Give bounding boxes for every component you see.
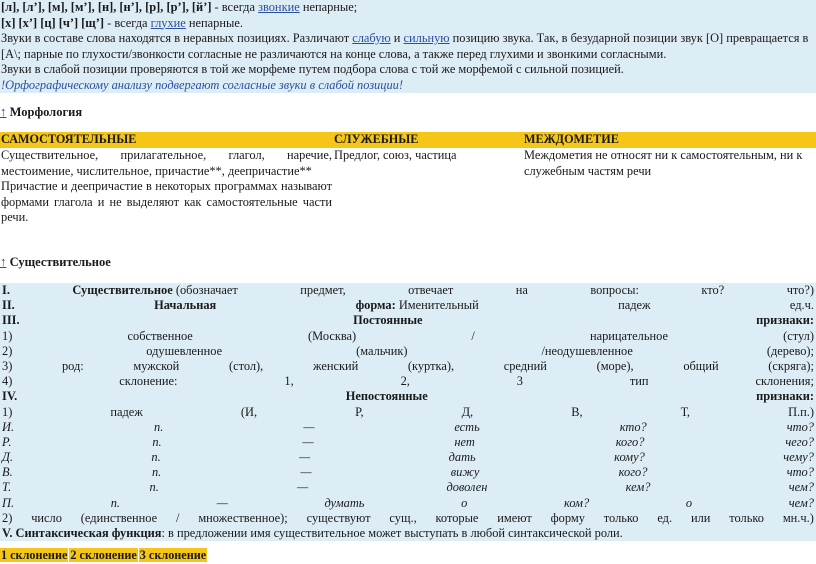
text: на	[515, 283, 528, 297]
text: и	[390, 31, 404, 45]
voiceless-sounds: [х] [х’] [ц] [ч’] [щ’]	[1, 15, 105, 30]
text: о	[685, 495, 693, 510]
text: п.	[152, 434, 162, 449]
text: 1)	[2, 328, 13, 343]
text: (единственное	[80, 510, 158, 525]
text: множественное);	[198, 510, 288, 525]
text: (Москва)	[307, 328, 357, 343]
roman-numeral: II.	[2, 298, 15, 313]
definition-lead	[72, 283, 237, 298]
noun-section	[0, 283, 816, 541]
phonetics-section	[0, 0, 816, 93]
text: —	[303, 419, 315, 434]
text: чем?	[788, 495, 814, 510]
voiceless-line	[0, 16, 816, 32]
parts-of-speech-table	[0, 132, 816, 226]
text: только	[603, 510, 639, 525]
text: общий	[683, 358, 719, 373]
term: Непостоянные	[345, 389, 428, 404]
note-paragraph: !Орфографическому анализу подвергают согласные звуки в слабой позиции!	[1, 77, 403, 92]
syntax-function-row	[0, 526, 816, 541]
positions-paragraph	[0, 31, 816, 62]
text: женский	[312, 358, 359, 373]
text: мн.ч.)	[782, 510, 814, 525]
feature-row	[0, 405, 816, 420]
case-row	[0, 480, 816, 495]
sonorant-sounds: [л], [л’], [м], [м’], [н], [н’], [р], [р’], [й’]	[1, 0, 212, 14]
sonorant-line	[0, 0, 816, 16]
text: —	[299, 450, 311, 465]
text: нет	[454, 434, 475, 449]
text: кем?	[625, 480, 651, 495]
text: (мальчик)	[356, 343, 408, 358]
text: тип	[629, 374, 649, 389]
text: В.	[2, 465, 13, 480]
text: склонение:	[119, 374, 178, 389]
text: доволен	[446, 480, 488, 495]
text: /	[471, 328, 475, 343]
text: 1,	[284, 374, 294, 389]
constant-features-row	[0, 313, 816, 328]
text: И.	[2, 419, 15, 434]
roman-numeral: III.	[2, 313, 20, 328]
case-row	[0, 450, 816, 465]
text: /неодушевленное	[541, 343, 633, 358]
text: (И,	[240, 404, 258, 419]
declension-3-link[interactable]: 3 склонение	[139, 548, 207, 562]
text: ед.	[657, 510, 673, 525]
text: (стул)	[783, 328, 814, 343]
text: 2)	[2, 510, 13, 525]
text: чем?	[788, 480, 814, 495]
text: дать	[448, 450, 476, 465]
text: 1)	[2, 404, 13, 419]
header-interjection: МЕЖДОМЕТИЕ	[523, 132, 816, 148]
case-row	[0, 465, 816, 480]
text: —	[302, 434, 314, 449]
independent-cell	[0, 148, 333, 226]
declension-2-link[interactable]: 2 склонение	[70, 548, 137, 562]
text: - всегда	[211, 0, 259, 14]
up-arrow-link[interactable]: ↑	[0, 104, 7, 119]
text: думать	[324, 495, 365, 510]
variable-features-row	[0, 389, 816, 404]
auxiliary-cell: Предлог, союз, частица	[334, 148, 457, 162]
text: —	[297, 480, 309, 495]
text: склонения;	[755, 374, 814, 389]
text: /	[176, 510, 180, 525]
text: Т.	[2, 480, 12, 495]
text: Р,	[355, 404, 364, 419]
text: ком?	[564, 495, 590, 510]
text: (стол),	[228, 358, 264, 373]
text: 2)	[2, 343, 13, 358]
text: Звуки в составе слова находятся в неравных позициях. Различают	[1, 31, 353, 45]
term: V. Синтаксическая функция	[2, 526, 162, 540]
text: п.	[110, 495, 121, 510]
text: предмет,	[300, 283, 346, 297]
independent-note: Причастие и деепричастие в некоторых программах называют формами глагола и не выделяют как самостоятельные части речи.	[1, 179, 332, 224]
text: ед.ч.	[789, 298, 814, 313]
text: Р.	[2, 434, 12, 449]
roman-numeral: I.	[2, 283, 10, 297]
weak-position-link[interactable]: слабую	[352, 31, 391, 45]
text: п.	[154, 419, 164, 434]
voiceless-link[interactable]: глухие	[150, 15, 186, 30]
term: Начальная	[154, 298, 217, 313]
text: 4)	[2, 374, 13, 389]
feature-row	[0, 344, 816, 359]
header-independent: САМОСТОЯТЕЛЬНЫЕ	[0, 132, 333, 148]
text: п.	[151, 450, 161, 465]
term: Существительное	[72, 283, 173, 297]
text: Д.	[2, 450, 13, 465]
text: (море),	[596, 358, 634, 373]
text: : в предложении имя существительное может выступать в любой синтаксической роли.	[161, 526, 623, 540]
strong-position-link[interactable]: сильную	[403, 31, 450, 45]
text: собственное	[127, 328, 193, 343]
text: П.п.)	[788, 404, 814, 419]
term: Постоянные	[353, 313, 423, 328]
text: кто?	[701, 283, 725, 297]
text: есть	[454, 419, 480, 434]
text: 3	[516, 374, 523, 389]
text: Д,	[461, 404, 474, 419]
case-row	[0, 435, 816, 450]
text: п.	[151, 465, 162, 480]
text: чего?	[785, 434, 814, 449]
text: падеж	[618, 298, 651, 313]
initial-form-row	[0, 298, 816, 313]
text: чему?	[783, 450, 814, 465]
text: кто?	[619, 419, 647, 434]
text: отвечает	[408, 283, 454, 297]
noun-heading	[0, 254, 816, 270]
text: кого?	[615, 434, 645, 449]
text: род:	[61, 358, 84, 373]
text: что?	[786, 465, 814, 480]
text: (скряга);	[768, 358, 814, 373]
up-arrow-link[interactable]: ↑	[0, 254, 7, 269]
text: о	[461, 495, 468, 510]
morphology-heading	[0, 104, 816, 120]
term: форма:	[355, 298, 396, 313]
text: 3)	[2, 358, 13, 373]
check-paragraph: Звуки в слабой позиции проверяются в той же морфеме путем подбора слова с той же морфемой с сильной позицией.	[1, 62, 624, 76]
voiced-link[interactable]: звонкие	[258, 0, 300, 14]
text: мужской	[133, 358, 180, 373]
text: одушевленное	[146, 343, 223, 358]
text: непарные;	[299, 0, 358, 14]
text: существуют	[306, 510, 371, 525]
text: —	[300, 465, 312, 480]
case-row	[0, 420, 816, 435]
text: что?)	[786, 283, 814, 297]
text: (дерево);	[766, 343, 814, 358]
text: Именительный	[398, 298, 479, 313]
independent-list: Существительное, прилагательное, глагол, наречие, местоимение, числительное, причастие**, деепричастие**	[1, 148, 332, 178]
declension-links	[0, 548, 207, 562]
feature-row	[0, 511, 816, 526]
text: падеж	[110, 404, 143, 419]
text: П.	[2, 495, 15, 510]
text: форму	[550, 510, 585, 525]
roman-numeral: IV.	[2, 389, 18, 404]
text: кому?	[614, 450, 645, 465]
case-row	[0, 496, 816, 511]
text: вижу	[450, 465, 480, 480]
header-auxiliary: СЛУЖЕБНЫЕ	[333, 132, 523, 148]
section-title: Морфология	[9, 105, 83, 119]
text: п.	[149, 480, 159, 495]
text: что?	[786, 419, 814, 434]
declension-1-link[interactable]: 1 склонение	[1, 548, 68, 562]
feature-row	[0, 359, 816, 374]
text: нарицательное	[589, 328, 668, 343]
interjection-cell: Междометия не относят ни к самостоятельным, ни к служебным частям речи	[524, 148, 803, 178]
noun-definition-row	[0, 283, 816, 298]
text: вопросы:	[590, 283, 639, 297]
text: или	[690, 510, 711, 525]
text: (куртка),	[407, 358, 455, 373]
text: кого?	[618, 465, 648, 480]
text: позицию звука. Так, в безударной позиции звук [О] превращается в [A\; парные по глухости/звонкости согласные не различаются на конце слова, а также перед глухими и звонкими согласными.	[1, 31, 809, 61]
text: только	[729, 510, 764, 525]
text: - всегда	[104, 15, 151, 30]
text: Т,	[680, 404, 691, 419]
form-label	[356, 298, 479, 313]
text: —	[216, 495, 228, 510]
text: непарные.	[185, 15, 243, 30]
text: 2,	[400, 374, 410, 389]
feature-row	[0, 374, 816, 389]
feature-row	[0, 329, 816, 344]
text: (обозначает	[175, 283, 238, 297]
text: В,	[571, 404, 583, 419]
term: признаки:	[756, 313, 814, 328]
text: сущ.,	[389, 510, 417, 525]
text: средний	[503, 358, 547, 373]
text: имеют	[497, 510, 532, 525]
text: которые	[435, 510, 479, 525]
text: число	[31, 510, 62, 525]
section-title: Существительное	[9, 255, 111, 269]
term: признаки:	[756, 389, 814, 404]
